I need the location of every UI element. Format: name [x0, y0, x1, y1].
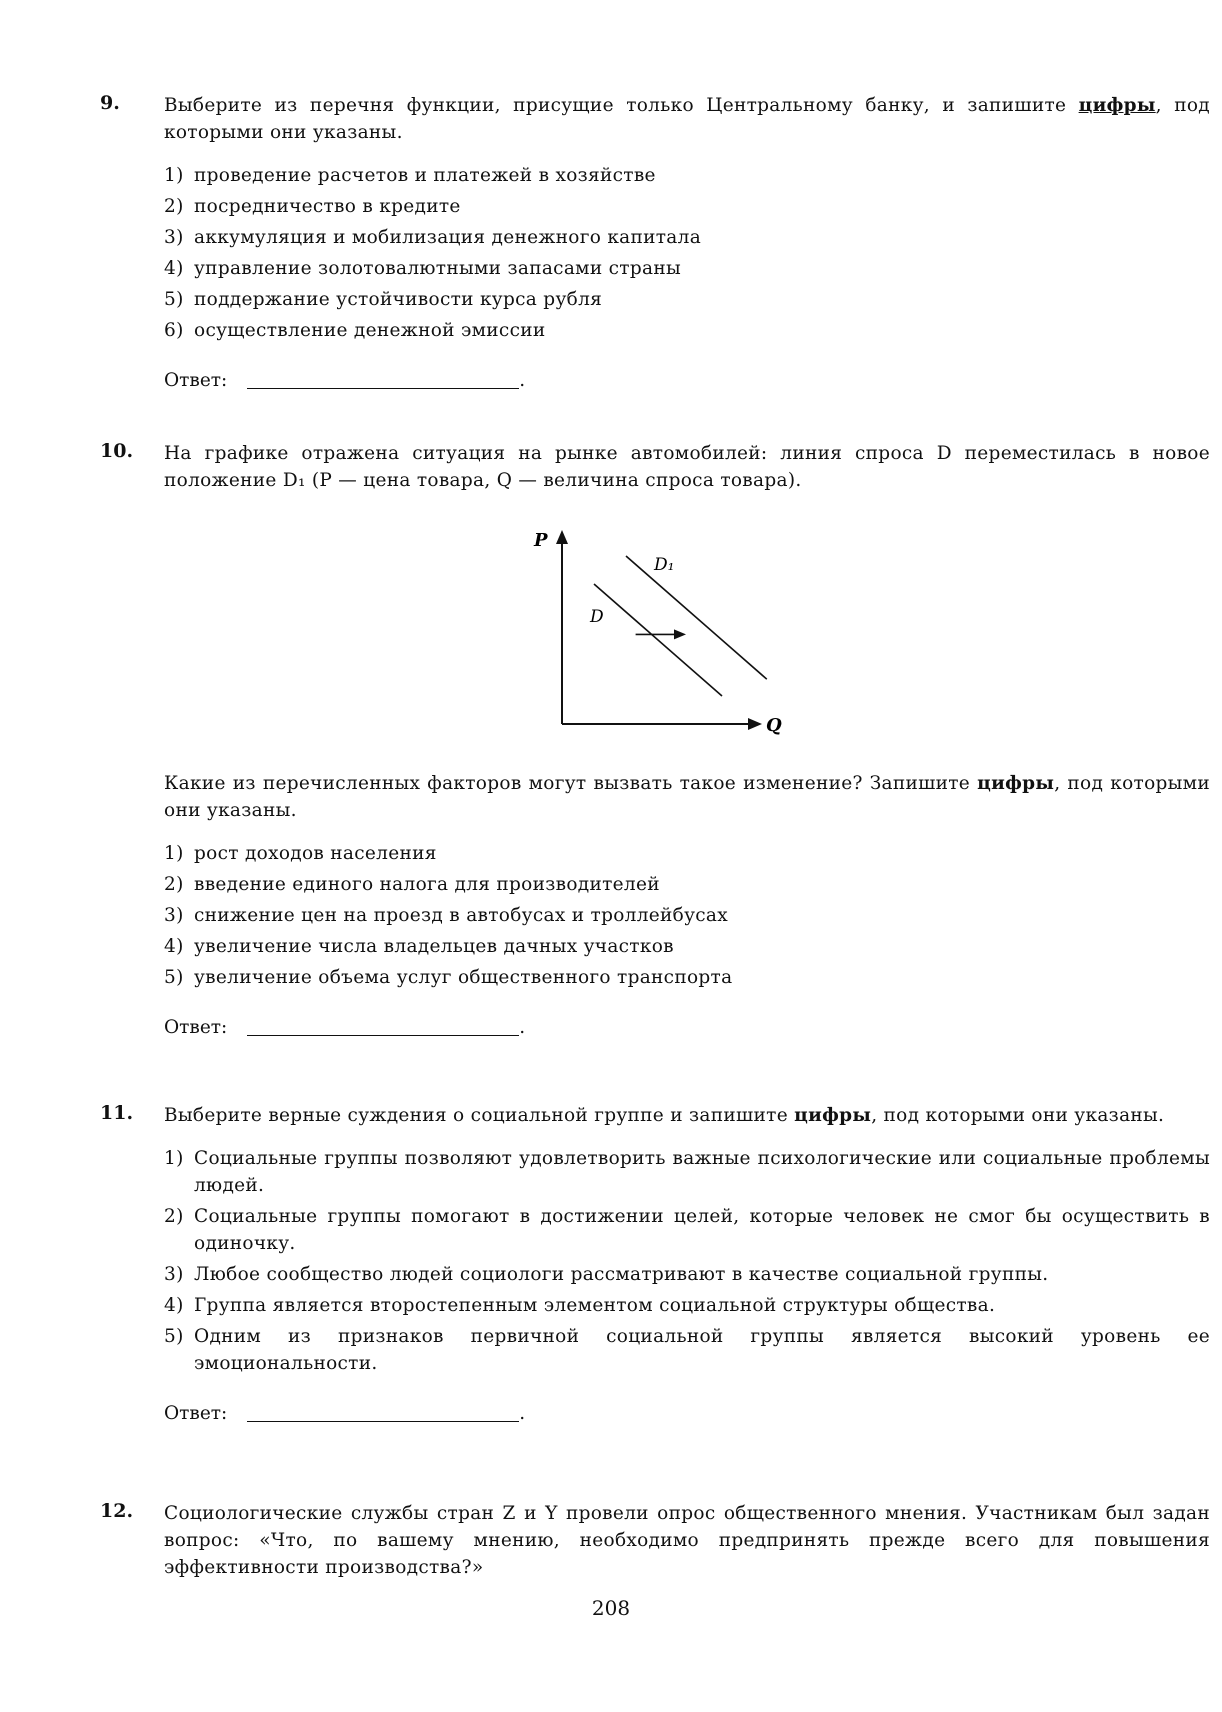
option-item	[164, 1203, 1210, 1257]
option-item	[164, 317, 1210, 344]
emphasis-word: цифры	[1078, 95, 1156, 116]
question-number: 11.	[100, 1102, 134, 1124]
option-text: Любое сообщество людей социологи рассматривают в качестве социальной группы.	[194, 1264, 1049, 1285]
option-number: 4)	[164, 936, 184, 957]
option-number: 4)	[164, 258, 184, 279]
x-axis-label: Q	[766, 715, 782, 736]
emphasis-word: цифры	[977, 773, 1055, 794]
option-number: 2)	[164, 1206, 184, 1227]
option-text: Социальные группы позволяют удовлетворить важные психологические или социальные проблемы людей.	[194, 1148, 1210, 1196]
answer-blank[interactable]	[247, 1035, 519, 1036]
option-text: управление золотовалютными запасами страны	[194, 258, 681, 279]
option-text: поддержание устойчивости курса рубля	[194, 289, 603, 310]
option-text: аккумуляция и мобилизация денежного капитала	[194, 227, 702, 248]
question-9	[100, 92, 1210, 391]
option-item	[164, 1292, 1210, 1319]
option-text: осуществление денежной эмиссии	[194, 320, 546, 341]
x-axis-arrow	[748, 718, 762, 730]
option-item	[164, 1323, 1210, 1377]
option-number: 6)	[164, 320, 184, 341]
option-number: 5)	[164, 1326, 184, 1347]
y-axis-arrow	[556, 530, 568, 544]
question-11	[100, 1102, 1210, 1424]
question-number: 10.	[100, 440, 134, 462]
demand-line-d1	[626, 556, 767, 679]
options-list	[164, 162, 1210, 344]
option-item	[164, 871, 1210, 898]
option-item	[164, 286, 1210, 313]
emphasis-word: цифры	[794, 1105, 872, 1126]
option-text: проведение расчетов и платежей в хозяйстве	[194, 165, 656, 186]
question-text: На графике отражена ситуация на рынке автомобилей: линия спроса D переместилась в новое положение D₁ (P — цена товара, Q — величина спроса товара).	[164, 443, 1210, 491]
option-text: Социальные группы помогают в достижении целей, которые человек не смог бы осуществить в одиночку.	[194, 1206, 1210, 1254]
option-number: 1)	[164, 843, 184, 864]
answer-blank[interactable]	[247, 388, 519, 389]
answer-blank[interactable]	[247, 1421, 519, 1422]
option-text: введение единого налога для производителей	[194, 874, 660, 895]
question-text-part: , под которыми они указаны.	[164, 773, 1211, 821]
option-item	[164, 902, 1210, 929]
option-number: 2)	[164, 196, 184, 217]
question-text	[164, 92, 1210, 146]
option-item	[164, 840, 1210, 867]
question-12	[100, 1500, 1210, 1581]
option-number: 5)	[164, 289, 184, 310]
question-10	[100, 440, 1210, 1038]
option-item	[164, 964, 1210, 991]
question-text	[164, 1102, 1210, 1129]
option-item	[164, 224, 1210, 251]
question-text: Социологические службы стран Z и Y провели опрос общественного мнения. Участникам был задан вопрос: «Что, по вашему мнению, необходимо предпринять прежде всего для повышения эффективности производства?»	[164, 1503, 1210, 1578]
question-text-part: , под которыми они указаны.	[164, 95, 1210, 143]
option-number: 2)	[164, 874, 184, 895]
question-number: 12.	[100, 1500, 134, 1522]
option-text: посредничество в кредите	[194, 196, 461, 217]
option-number: 3)	[164, 227, 184, 248]
option-text: снижение цен на проезд в автобусах и троллейбусах	[194, 905, 728, 926]
options-list	[164, 1145, 1210, 1377]
option-item	[164, 255, 1210, 282]
option-text: рост доходов населения	[194, 843, 437, 864]
question-text-part: , под которыми они указаны.	[871, 1105, 1165, 1126]
option-text: увеличение числа владельцев дачных участков	[194, 936, 674, 957]
option-number: 1)	[164, 165, 184, 186]
answer-label: Ответ:	[164, 1403, 228, 1424]
question-subtext	[164, 770, 1210, 824]
page-number: 208	[591, 1596, 631, 1620]
option-number: 1)	[164, 1148, 184, 1169]
option-item	[164, 193, 1210, 220]
chart-svg	[520, 524, 860, 744]
option-item	[164, 1261, 1210, 1288]
options-list	[164, 840, 1210, 991]
question-text-part: Какие из перечисленных факторов могут вызвать такое изменение? Запишите	[164, 773, 978, 794]
y-axis-label: P	[534, 530, 548, 551]
option-number: 4)	[164, 1295, 184, 1316]
option-item	[164, 162, 1210, 189]
option-item	[164, 1145, 1210, 1199]
option-text: увеличение объема услуг общественного транспорта	[194, 967, 733, 988]
option-text: Одним из признаков первичной социальной группы является высокий уровень ее эмоциональности.	[194, 1326, 1210, 1374]
shift-arrow-head	[674, 629, 686, 639]
answer-label: Ответ:	[164, 370, 228, 391]
question-number: 9.	[100, 92, 120, 114]
answer-label: Ответ:	[164, 1017, 228, 1038]
series-label-d1: D₁	[654, 555, 675, 575]
option-text: Группа является второстепенным элементом социальной структуры общества.	[194, 1295, 996, 1316]
series-label-d: D	[590, 607, 604, 627]
answer-row: Ответ: .	[164, 370, 526, 391]
demand-shift-chart	[520, 524, 860, 744]
option-number: 3)	[164, 905, 184, 926]
option-number: 3)	[164, 1264, 184, 1285]
demand-line-d	[594, 584, 722, 696]
answer-row: Ответ: .	[164, 1403, 526, 1424]
question-text-part: Выберите из перечня функции, присущие только Центральному банку, и запишите	[164, 95, 1079, 116]
question-text-part: Выберите верные суждения о социальной группе и запишите	[164, 1105, 795, 1126]
option-item	[164, 933, 1210, 960]
option-number: 5)	[164, 967, 184, 988]
answer-row: Ответ: .	[164, 1017, 526, 1038]
